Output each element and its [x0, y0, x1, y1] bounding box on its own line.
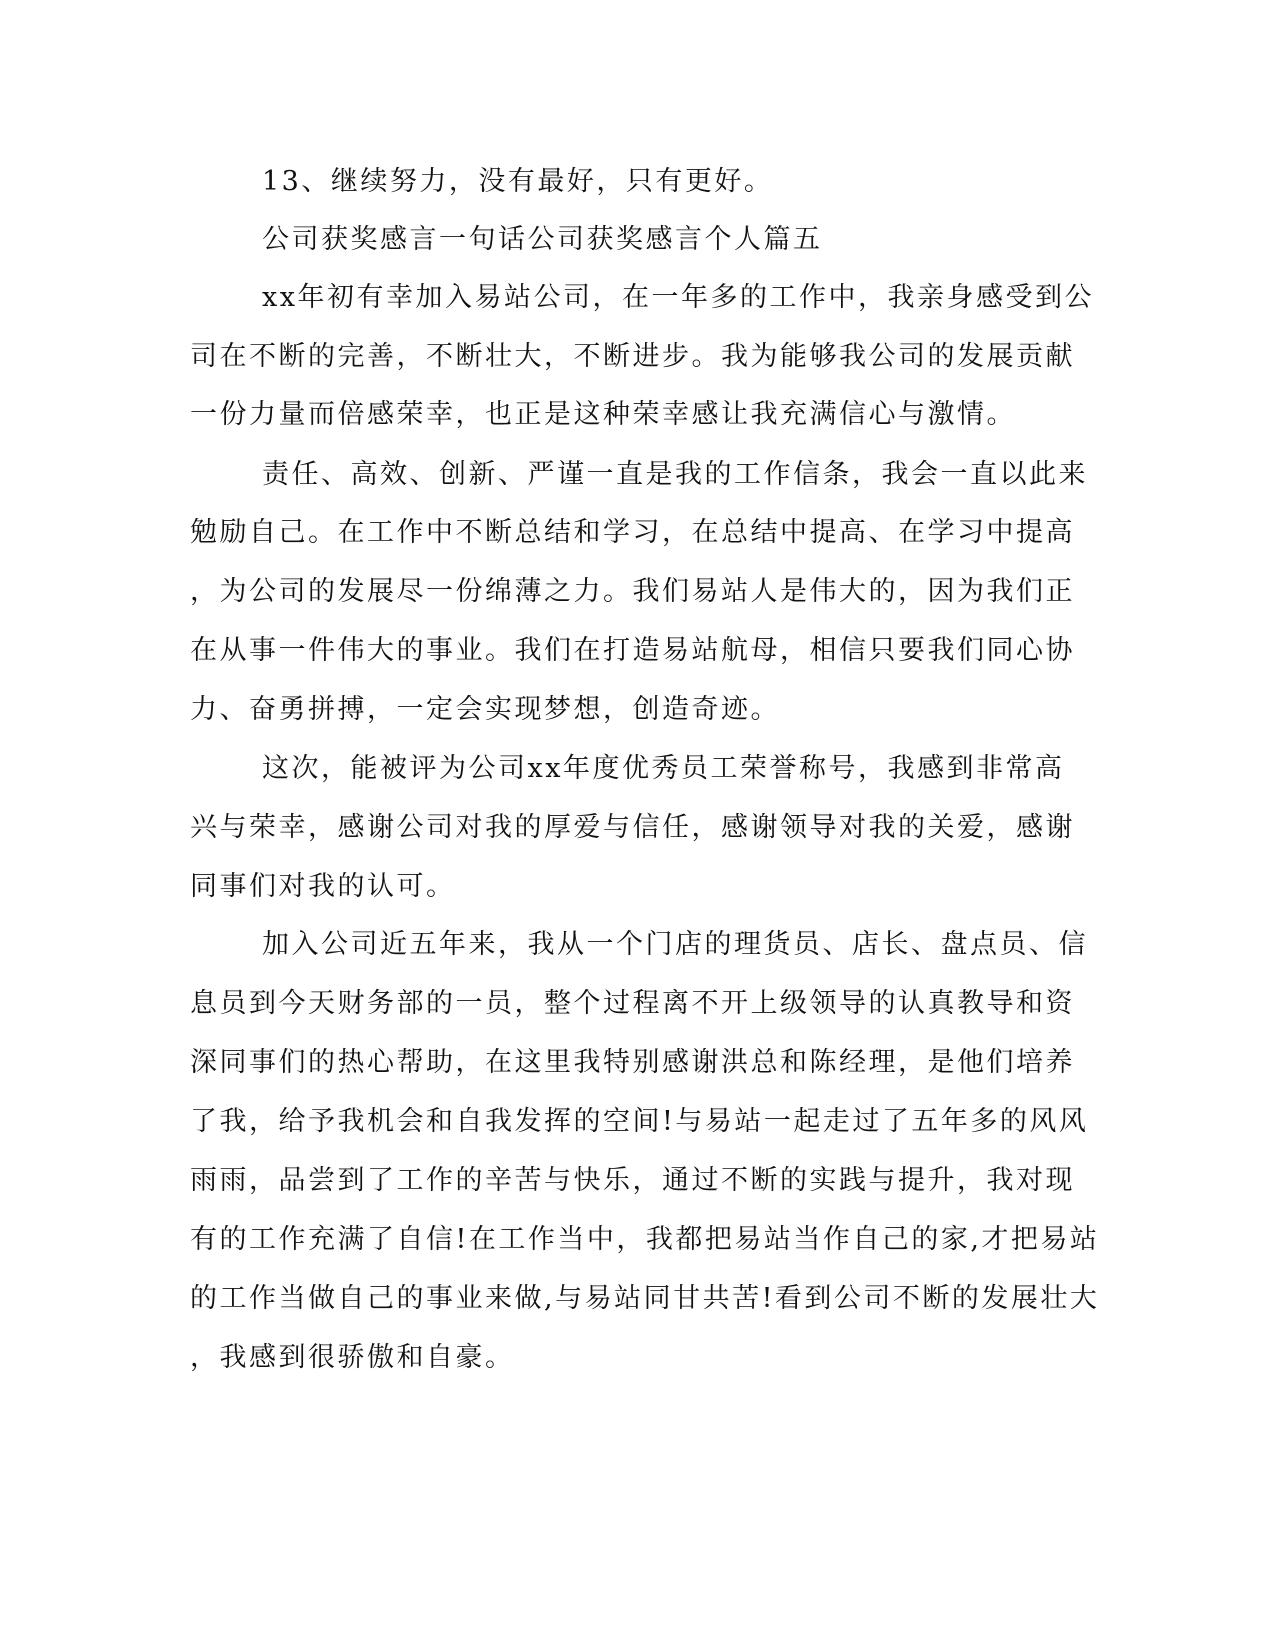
text-line: 的工作当做自己的事业来做,与易站同甘共苦!看到公司不断的发展壮大 — [190, 1283, 1100, 1314]
text-line: 责任、高效、创新、严谨一直是我的工作信条，我会一直以此来 — [262, 459, 1088, 490]
text-line: 深同事们的热心帮助，在这里我特别感谢洪总和陈经理，是他们培养 — [190, 1047, 1075, 1078]
text-line: xx年初有幸加入易站公司，在一年多的工作中，我亲身感受到公 — [262, 282, 1094, 313]
text-line: 司在不断的完善，不断壮大，不断进步。我为能够我公司的发展贡献 — [190, 341, 1075, 372]
text-line: ，我感到很骄傲和自豪。 — [190, 1342, 515, 1373]
text-line: ，为公司的发展尽一份绵薄之力。我们易站人是伟大的，因为我们正 — [190, 576, 1075, 607]
text-line: 加入公司近五年来，我从一个门店的理货员、店长、盘点员、信 — [262, 929, 1088, 960]
text-line: 力、奋勇拼搏，一定会实现梦想，创造奇迹。 — [190, 694, 780, 725]
text-line: 这次，能被评为公司xx年度优秀员工荣誉称号，我感到非常高 — [262, 753, 1065, 784]
text-line: 息员到今天财务部的一员，整个过程离不开上级领导的认真教导和资 — [190, 988, 1075, 1019]
section-heading: 公司获奖感言一句话公司获奖感言个人篇五 — [262, 224, 823, 255]
text-line: 了我，给予我机会和自我发挥的空间!与易站一起走过了五年多的风风 — [190, 1106, 1089, 1137]
text-line: 雨雨，品尝到了工作的辛苦与快乐，通过不断的实践与提升，我对现 — [190, 1165, 1075, 1196]
text-line: 同事们对我的认可。 — [190, 871, 456, 902]
text-line: 有的工作充满了自信!在工作当中，我都把易站当作自己的家,才把易站 — [190, 1224, 1100, 1255]
text-line: 一份力量而倍感荣幸，也正是这种荣幸感让我充满信心与激情。 — [190, 399, 1016, 430]
text-line: 兴与荣幸，感谢公司对我的厚爱与信任，感谢领导对我的关爱，感谢 — [190, 812, 1075, 843]
text-line: 13、继续努力，没有最好，只有更好。 — [262, 166, 774, 197]
text-line: 勉励自己。在工作中不断总结和学习，在总结中提高、在学习中提高 — [190, 517, 1075, 548]
text-line: 在从事一件伟大的事业。我们在打造易站航母，相信只要我们同心协 — [190, 635, 1075, 666]
